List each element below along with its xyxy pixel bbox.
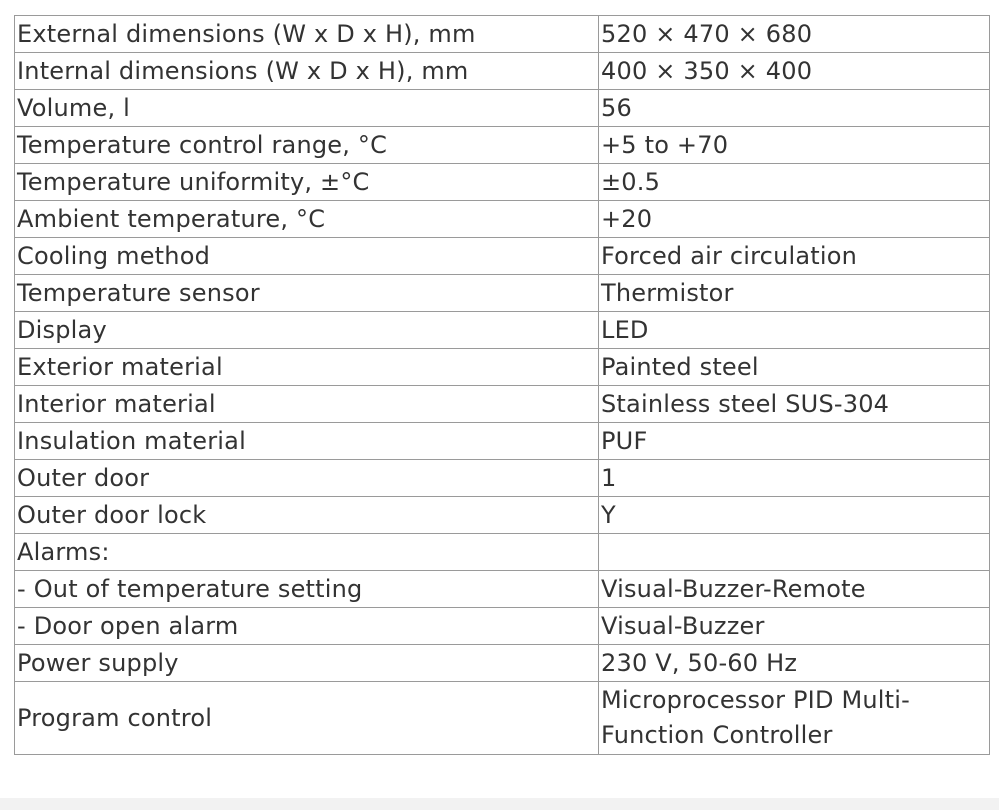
row-label: Temperature control range, °C bbox=[15, 127, 599, 164]
row-label: Ambient temperature, °C bbox=[15, 201, 599, 238]
row-value: 56 bbox=[599, 90, 990, 127]
row-value: 230 V, 50-60 Hz bbox=[599, 645, 990, 682]
table-row bbox=[15, 238, 990, 275]
row-value: Visual-Buzzer-Remote bbox=[599, 571, 990, 608]
row-value: Painted steel bbox=[599, 349, 990, 386]
row-value: +20 bbox=[599, 201, 990, 238]
page-bottom-divider bbox=[0, 798, 999, 810]
table-row bbox=[15, 312, 990, 349]
row-label: Alarms: bbox=[15, 534, 599, 571]
row-label: Power supply bbox=[15, 645, 599, 682]
row-value: 400 × 350 × 400 bbox=[599, 53, 990, 90]
row-value: Stainless steel SUS-304 bbox=[599, 386, 990, 423]
row-value: PUF bbox=[599, 423, 990, 460]
row-label: Interior material bbox=[15, 386, 599, 423]
row-label: Volume, l bbox=[15, 90, 599, 127]
table-row bbox=[15, 423, 990, 460]
row-value: 1 bbox=[599, 460, 990, 497]
row-label: External dimensions (W x D x H), mm bbox=[15, 16, 599, 53]
table-row bbox=[15, 534, 990, 571]
table-row bbox=[15, 497, 990, 534]
row-value: Microprocessor PID Multi-Function Controller bbox=[599, 682, 990, 755]
row-value bbox=[599, 534, 990, 571]
row-value: +5 to +70 bbox=[599, 127, 990, 164]
table-row bbox=[15, 53, 990, 90]
row-value: Forced air circulation bbox=[599, 238, 990, 275]
table-row bbox=[15, 275, 990, 312]
row-label: - Door open alarm bbox=[15, 608, 599, 645]
table-row bbox=[15, 608, 990, 645]
table-row bbox=[15, 349, 990, 386]
row-label: Display bbox=[15, 312, 599, 349]
row-label: Insulation material bbox=[15, 423, 599, 460]
table-row bbox=[15, 90, 990, 127]
table-row bbox=[15, 386, 990, 423]
row-value: ±0.5 bbox=[599, 164, 990, 201]
row-label: Internal dimensions (W x D x H), mm bbox=[15, 53, 599, 90]
table-row bbox=[15, 571, 990, 608]
table-row bbox=[15, 645, 990, 682]
row-label: - Out of temperature setting bbox=[15, 571, 599, 608]
row-label: Exterior material bbox=[15, 349, 599, 386]
row-label: Outer door lock bbox=[15, 497, 599, 534]
row-value: LED bbox=[599, 312, 990, 349]
row-label: Outer door bbox=[15, 460, 599, 497]
table-row bbox=[15, 682, 990, 755]
table-row bbox=[15, 460, 990, 497]
table-row bbox=[15, 164, 990, 201]
table-row bbox=[15, 16, 990, 53]
table-row bbox=[15, 127, 990, 164]
row-label: Cooling method bbox=[15, 238, 599, 275]
row-label: Temperature uniformity, ±°C bbox=[15, 164, 599, 201]
row-value: Visual-Buzzer bbox=[599, 608, 990, 645]
spec-table bbox=[14, 15, 990, 755]
row-value: Thermistor bbox=[599, 275, 990, 312]
row-label: Temperature sensor bbox=[15, 275, 599, 312]
table-row bbox=[15, 201, 990, 238]
row-value: Y bbox=[599, 497, 990, 534]
row-label: Program control bbox=[15, 682, 599, 755]
row-value: 520 × 470 × 680 bbox=[599, 16, 990, 53]
